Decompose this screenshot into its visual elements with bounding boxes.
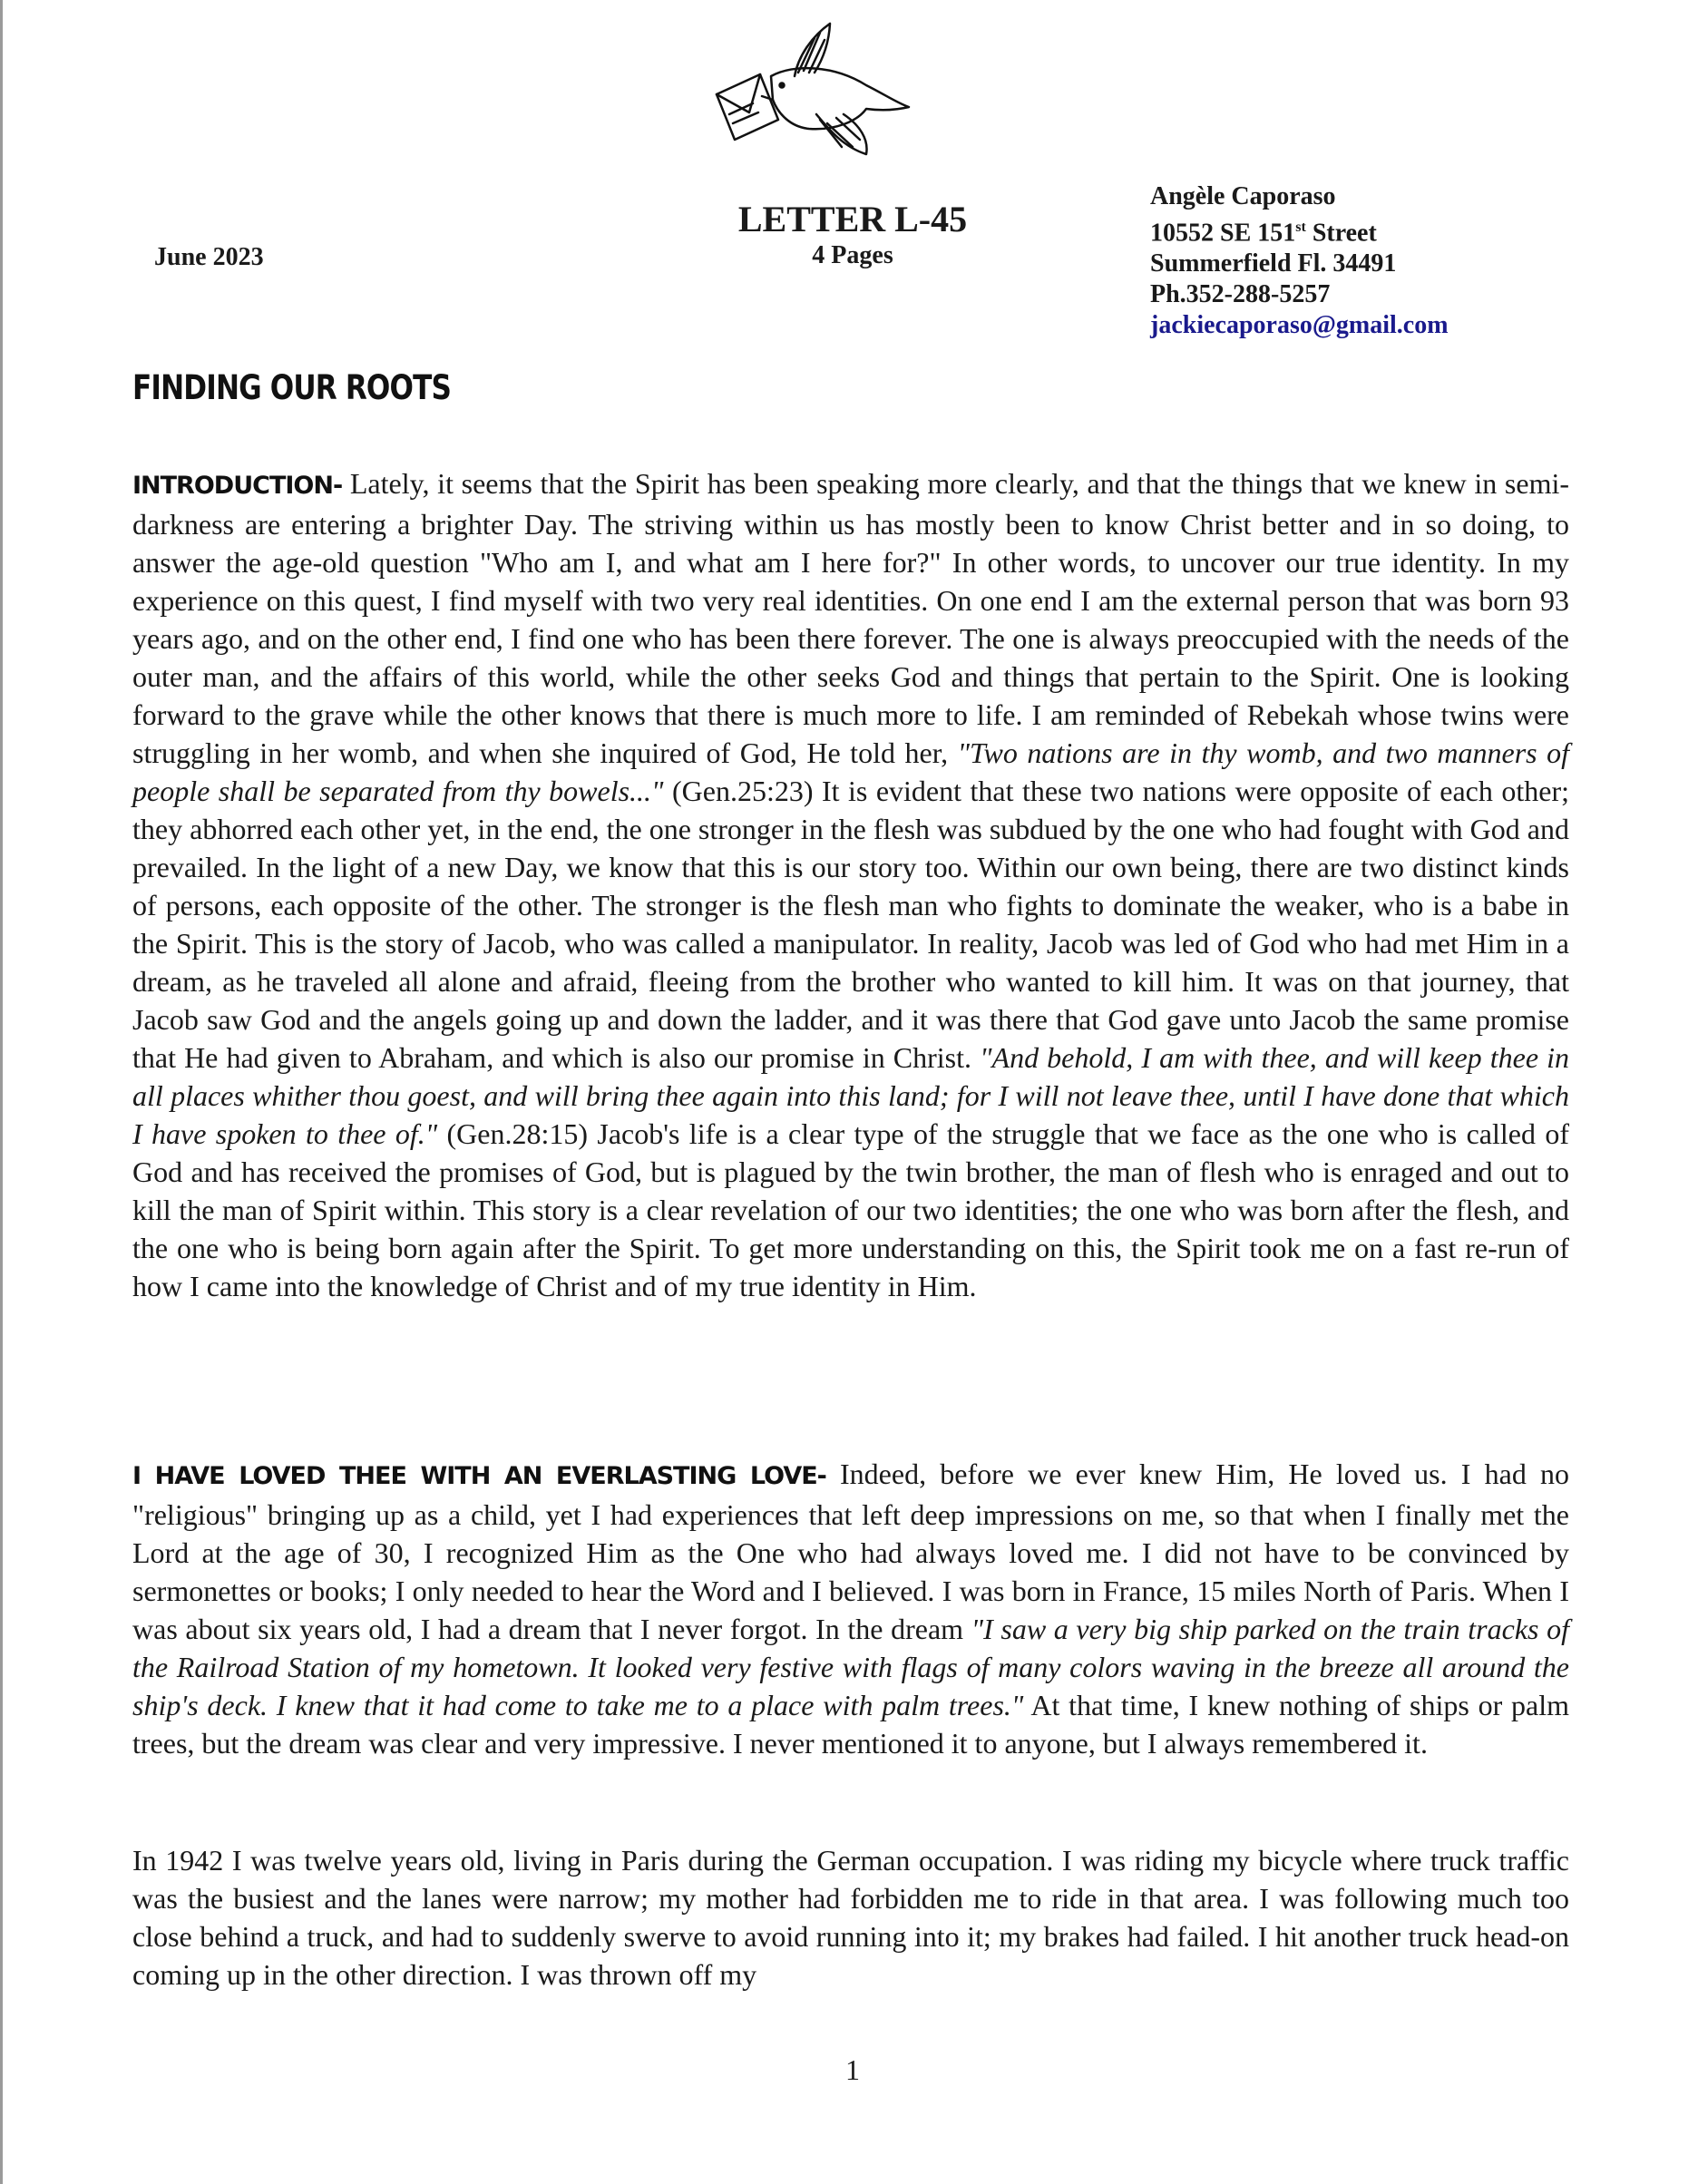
- paragraph-text: (Gen.25:23) It is evident that these two nations were opposite of each other; they abhorred each other yet, in the end, the one stronger in the flesh was subdued by the one who had fought with God and prevailed. In the light of a new Day, we know that this is our story too. Within our own being, there are two distinct kinds of persons, each opposite of the other. The stronger is the flesh man who fights to dominate the weaker, who is a babe in the Spirit. This is the story of Jacob, who was called a manipulator. In reality, Jacob was led of God who had met Him in a dream, as he traveled all alone and afraid, fleeing from the brother who wanted to kill him. It was on that journey, that Jacob saw God and the angels going up and down the ladder, and it was there that God gave unto Jacob the same promise that He had given to Abraham, and which is also our promise in Christ.: [132, 775, 1570, 1074]
- page-edge: [0, 0, 3, 2184]
- letter-date: June 2023: [154, 243, 264, 271]
- sender-city: Summerfield Fl. 34491: [1150, 249, 1397, 278]
- sender-name: Angèle Caporaso: [1150, 182, 1336, 210]
- sender-address: [1150, 181, 1449, 341]
- article-title: FINDING OUR ROOTS: [132, 368, 452, 407]
- section-heading-everlasting-love: I HAVE LOVED THEE WITH AN EVERLASTING LOVE-: [132, 1462, 826, 1490]
- paragraph-text: Lately, it seems that the Spirit has been speaking more clearly, and that the things that we knew in semi-darkness are entering a brighter Day. The striving within us has mostly been to know Christ better and in so doing, to answer the age-old question "Who am I, and what am I here for?" In other words, to uncover our true identity. In my experience on this quest, I find myself with two very real identities. On one end I am the external person that was born 93 years ago, and on the other end, I find one who has been there forever. The one is always preoccupied with the needs of the outer man, and the affairs of this world, while the other seeks God and things that pertain to the Spirit. One is looking forward to the grave while the other knows that there is much more to life. I am reminded of Rebekah whose twins were struggling in her womb, and when she inquired of God, He told her,: [132, 467, 1569, 769]
- paragraph-text: At that time, I knew nothing of ships or palm trees, but the dream was clear and very impressive. I never mentioned it to anyone, but I always remembered it.: [132, 1689, 1570, 1760]
- letter-title: LETTER L-45: [737, 199, 968, 239]
- paragraph-text: Indeed, before we ever knew Him, He loved us. I had no "religious" bringing up as a child, yet I had experiences that left deep impressions on me, so that when I finally met the Lord at the age of 30, I recognized Him as the One who had always loved me. I did not have to be convinced by sermonettes or books; I only needed to hear the Word and I believed. I was born in France, 15 miles North of Paris. When I was about six years old, I had a dream that I never forgot. In the dream: [132, 1458, 1569, 1645]
- sender-street: [1150, 212, 1449, 249]
- paragraph-1942: [132, 1841, 1569, 1994]
- street-number: 10552 SE 151: [1150, 219, 1296, 248]
- letter-page-count: 4 Pages: [812, 241, 893, 269]
- paragraph-text: (Gen.28:15) Jacob's life is a clear type of the struggle that we face as the one who is called of God and has received the promises of God, but is plagued by the twin brother, the man of flesh who is enraged and out to kill the man of Spirit within. This story is a clear revelation of our two identities; the one who was born after the flesh, and the one who is being born again after the Spirit. To get more understanding on this, the Spirit took me on a fast re-run of how I came into the knowledge of Christ and of my true identity in Him.: [132, 1117, 1569, 1302]
- scripture-quote: "Two nations are in thy womb, and two manners of people shall be separated from thy bowels...": [132, 736, 1570, 807]
- street-ordinal: st: [1295, 219, 1306, 235]
- sender-email-link[interactable]: jackiecaporaso@gmail.com: [1150, 311, 1449, 340]
- dove-with-letter-icon: [708, 20, 916, 174]
- sender-phone: Ph.352-288-5257: [1150, 280, 1331, 309]
- paragraph-everlasting-love: [132, 1455, 1569, 1762]
- dream-quote: "I saw a very big ship parked on the train tracks of the Railroad Station of my hometown. It looked very festive with flags of many colors waving in the breeze all around the ship's deck. I knew that it had come to take me to a place with palm trees.": [132, 1613, 1569, 1721]
- letter-header: [689, 198, 1016, 270]
- scripture-quote: "And behold, I am with thee, and will keep thee in all places whither thou goest, and will bring thee again into this land; for I will not leave thee, until I have done that which I have spoken to thee of.": [132, 1041, 1570, 1150]
- page-number: 1: [845, 2053, 860, 2086]
- section-heading-introduction: INTRODUCTION-: [132, 472, 343, 500]
- street-name: Street: [1305, 219, 1377, 248]
- paragraph-text: In 1942 I was twelve years old, living in Paris during the German occupation. I was riding my bicycle where truck traffic was the busiest and the lanes were narrow; my mother had forbidden me to ride in that area. I was following much too close behind a truck, and had to suddenly swerve to avoid running into it; my brakes had failed. I hit another truck head-on coming up in the other direction. I was thrown off my: [132, 1844, 1569, 1991]
- paragraph-introduction: [132, 464, 1569, 1305]
